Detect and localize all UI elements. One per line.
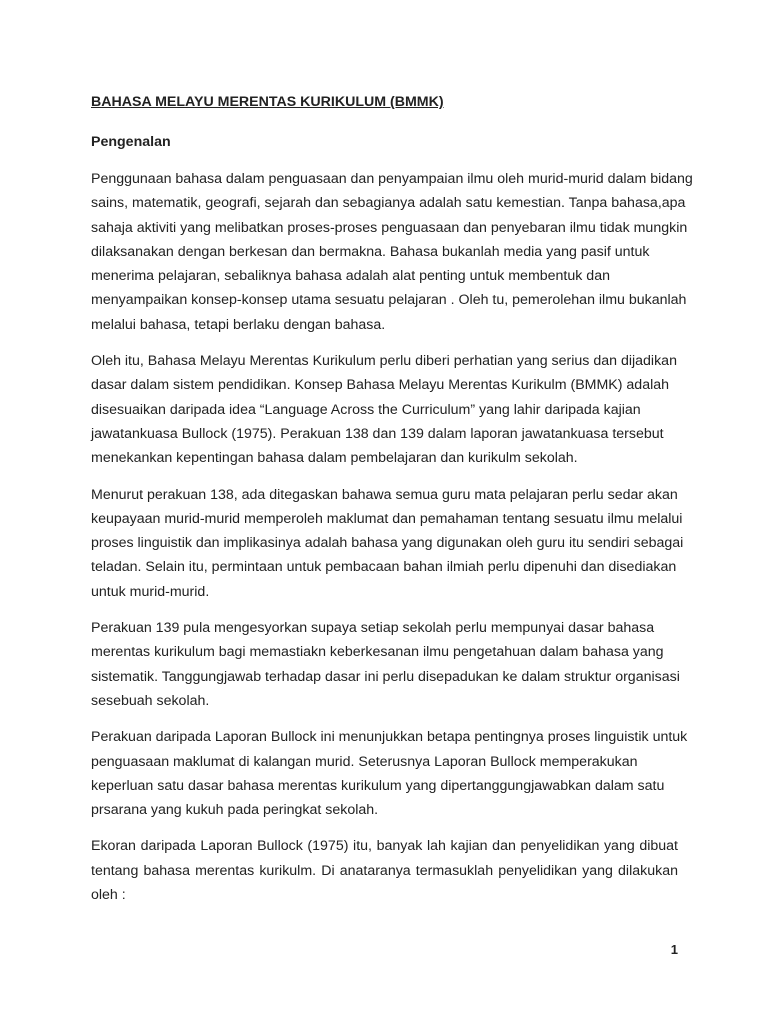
text-line: Penggunaan bahasa dalam penguasaan dan penyampaian ilmu oleh murid-murid dalam bidang [91,171,693,187]
text-line: melalui bahasa, tetapi berlaku dengan bahasa. [91,316,386,333]
section-heading: Pengenalan [91,134,171,150]
text-line: sesebuah sekolah. [91,692,210,709]
paragraph-3 [91,483,684,604]
text-line: Perakuan daripada Laporan Bullock ini menunjukkan betapa pentingnya proses linguistik untuk [91,729,688,746]
text-line: menekankan kepentingan bahasa dalam pembelajaran dan kurikulm sekolah. [91,450,578,467]
text-line: menerima pelajaran, sebaliknya bahasa adalah alat penting untuk membentuk dan [91,268,610,285]
text-line: Ekoran daripada Laporan Bullock (1975) itu, banyak lah kajian dan penyelidikan yang dibuat [91,838,678,855]
text-line: dilaksanakan dengan berkesan dan bermakna. Bahasa bukanlah media yang pasif untuk [91,243,650,260]
text-line: sahaja aktiviti yang melibatkan proses-proses penguasaan dan penyebaran ilmu tidak mungkin [91,219,688,236]
text-line: dasar dalam sistem pendidikan. Konsep Bahasa Melayu Merentas Kurikulm (BMMK) adalah [91,377,670,394]
text-line: penguasaan maklumat di kalangan murid. Seterusnya Laporan Bullock memperakukan [91,753,638,770]
text-line: Menurut perakuan 138, ada ditegaskan bahawa semua guru mata pelajaran perlu sedar akan [91,486,678,503]
text-line: prsarana yang kukuh pada peringkat sekolah. [91,802,379,819]
text-line: menyampaikan konsep-konsep utama sesuatu pelajaran . Oleh tu, pemerolehan ilmu bukanlah [91,292,687,309]
text-line: proses linguistik dan implikasinya adalah bahasa yang digunakan oleh guru itu sendiri sebagai [91,535,684,552]
text-line: jawatankuasa Bullock (1975). Perakuan 138 dan 139 dalam laporan jawatankuasa tersebut [91,425,664,442]
paragraph-6 [91,834,678,907]
text-line: keupayaan murid-murid memperoleh maklumat dan pemahaman tentang sesuatu ilmu melalui [91,510,683,527]
paragraph-5 [91,725,688,822]
text-line: oleh : [91,887,126,904]
text-line: tentang bahasa merentas kurikulm. Di anataranya termasuklah penyelidikan yang dilakukan [91,862,678,879]
text-line: merentas kurikulum bagi memastiakn keberkesanan ilmu pengetahuan dalam bahasa yang [91,644,664,661]
text-line: teladan. Selain itu, permintaan untuk pembacaan bahan ilmiah perlu dipenuhi dan disediakan [91,559,677,576]
text-line: sistematik. Tanggungjawab terhadap dasar ini perlu disepadukan ke dalam struktur organisasi [91,668,680,685]
document-body [91,90,693,919]
paragraph-2 [91,349,678,470]
paragraph-4 [91,616,678,713]
document-title: BAHASA MELAYU MERENTAS KURIKULUM (BMMK) [91,94,444,110]
text-line: Oleh itu, Bahasa Melayu Merentas Kurikulum perlu diberi perhatian yang serius dan dijadikan [91,353,677,370]
text-line: Perakuan 139 pula mengesyorkan supaya setiap sekolah perlu mempunyai dasar bahasa [91,620,655,637]
page-number: 1 [670,942,678,957]
text-line: untuk murid-murid. [91,583,210,600]
text-line: sains, matematik, geografi, sejarah dan sebagianya adalah satu kemestian. Tanpa bahasa,apa [91,195,686,212]
text-line: keperluan satu dasar bahasa merentas kurikulum yang dipertanggungjawabkan dalam satu [91,777,665,794]
paragraph-1 [91,167,693,337]
text-line: disesuaikan daripada idea “Language Across the Curriculum” yang lahir daripada kajian [91,401,641,418]
